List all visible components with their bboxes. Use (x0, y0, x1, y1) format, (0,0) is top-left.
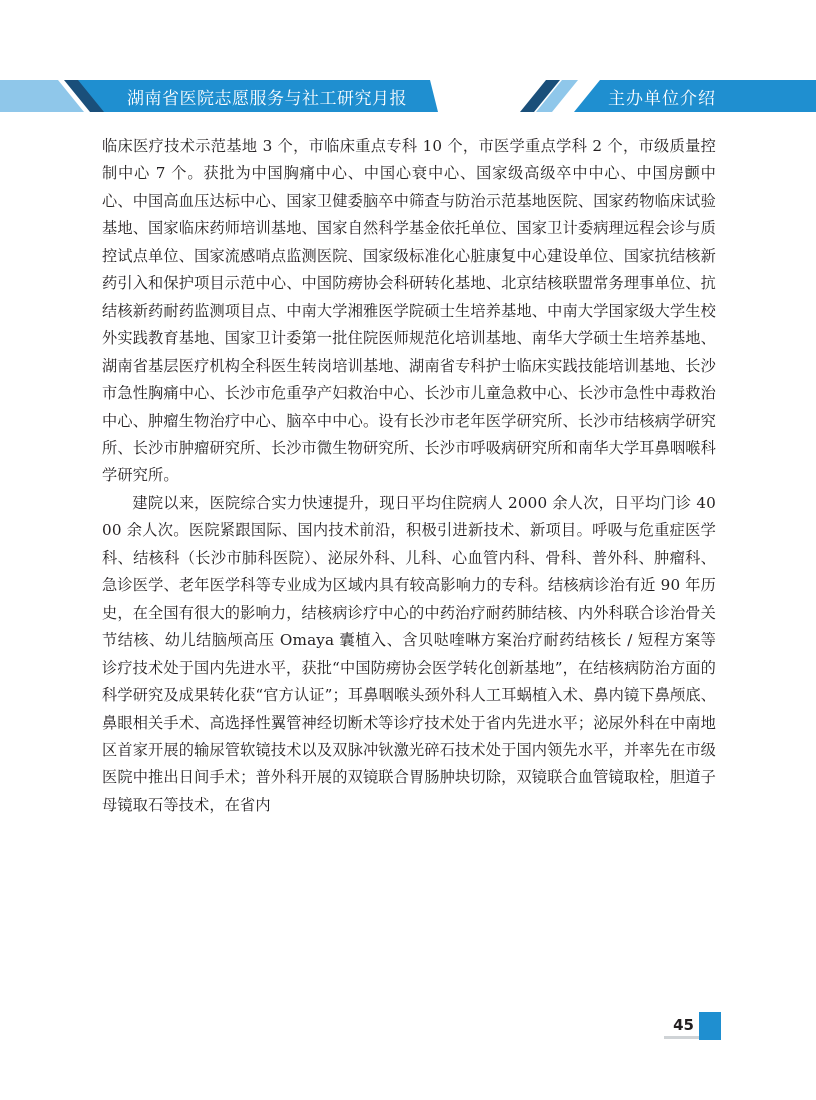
page-number-tab (699, 1012, 721, 1040)
page-number: 45 (673, 1016, 694, 1034)
running-header (0, 80, 816, 112)
paragraph-2: 建院以来，医院综合实力快速提升，现日平均住院病人 2000 余人次，日平均门诊 4000 余人次。医院紧跟国际、国内技术前沿，积极引进新技术、新项目。呼吸与危重症医学科、结核科（长沙市肺科医院）、泌尿外科、儿科、心血管内科、骨科、普外科、肿瘤科、急诊医学、老年医学科等专业成为区域内具有较高影响力的专科。结核病诊治有近 90 年历史，在全国有很大的影响力，结核病诊疗中心的中药治疗耐药肺结核、内外科联合诊治骨关节结核、幼儿结脑颅高压 Omaya 囊植入、含贝哒喹啉方案治疗耐药结核长 / 短程方案等诊疗技术处于国内先进水平，获批“中国防痨协会医学转化创新基地”，在结核病防治方面的科学研究及成果转化获“官方认证”；耳鼻咽喉头颈外科人工耳蜗植入术、鼻内镜下鼻颅底、鼻眼相关手术、高选择性翼管神经切断术等诊疗技术处于省内先进水平；泌尿外科在中南地区首家开展的输尿管软镜技术以及双脉冲钬激光碎石技术处于国内领先水平，并率先在市级医院中推出日间手术；普外科开展的双镜联合胃肠肿块切除，双镜联合血管镜取栓，胆道子母镜取石等技术，在省内 (102, 493, 716, 814)
journal-title: 湖南省医院志愿服务与社工研究月报 (127, 89, 407, 109)
page-number-underline (664, 1036, 699, 1039)
section-title: 主办单位介绍 (608, 89, 716, 109)
article-body (102, 133, 716, 819)
paragraph-1: 临床医疗技术示范基地 3 个，市临床重点专科 10 个，市医学重点学科 2 个，市级质量控制中心 7 个。获批为中国胸痛中心、中国心衰中心、国家级高级卒中中心、中国房颤中心、中国高血压达标中心、国家卫健委脑卒中筛查与防治示范基地医院、国家药物临床试验基地、国家临床药师培训基地、国家自然科学基金依托单位、国家卫计委病理远程会诊与质控试点单位、国家流感哨点监测医院、国家级标准化心脏康复中心建设单位、国家抗结核新药引入和保护项目示范中心、中国防痨协会科研转化基地、北京结核联盟常务理事单位、抗结核新药耐药监测项目点、中南大学湘雅医学院硕士生培养基地、中南大学国家级大学生校外实践教育基地、国家卫计委第一批住院医师规范化培训基地、南华大学硕士生培养基地、湖南省基层医疗机构全科医生转岗培训基地、湖南省专科护士临床实践技能培训基地、长沙市急性胸痛中心、长沙市危重孕产妇救治中心、长沙市儿童急救中心、长沙市急性中毒救治中心、肿瘤生物治疗中心、脑卒中中心。设有长沙市老年医学研究所、长沙市结核病学研究所、长沙市肿瘤研究所、长沙市微生物研究所、长沙市呼吸病研究所和南华大学耳鼻咽喉科学研究所。 (102, 137, 716, 485)
